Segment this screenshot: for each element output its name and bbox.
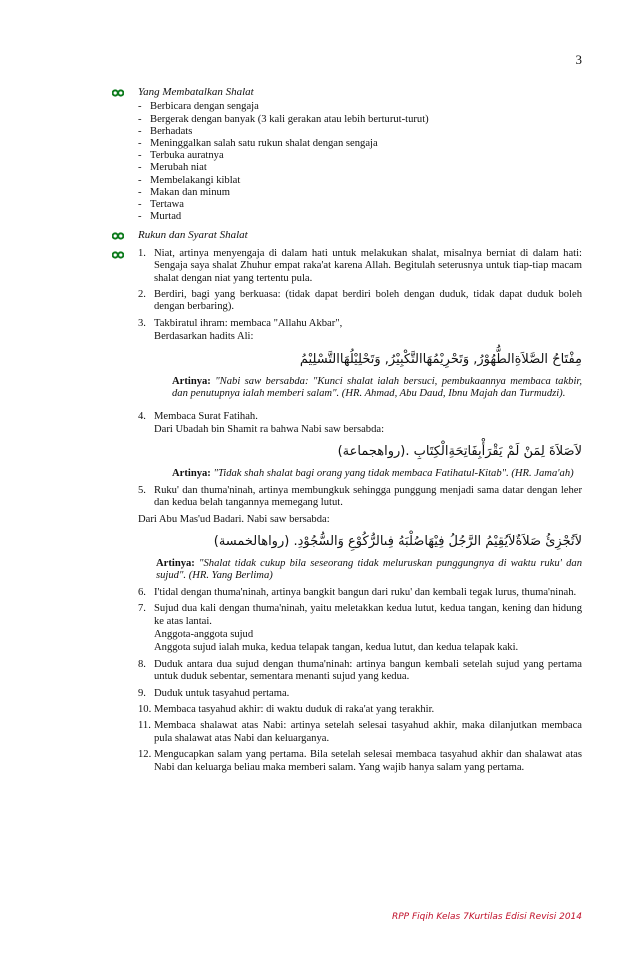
section-title-rukun: Rukun dan Syarat Shalat: [138, 229, 582, 241]
rukun-item-2: 2. Berdiri, bagi yang berkuasa: (tidak dapat berdiri boleh dengan duduk, tidak dapat duduk boleh dengan berbaring).: [138, 289, 582, 313]
rukun-item-3: 3. Takbiratul ihram: membaca "Allahu Akbar", Berdasarkan hadits Ali: مِفْتَاحُ الصَّلاَةِالطُّهُوْرُ, وَتَحْرِيْمُهَاالتَّكْبِيْرُ, وَتَحْلِيْلُهَاالتَّسْلِيْمُ Artinya: "Nabi saw bersabda: "Kunci shalat ialah bersuci, pembukaannya membaca takbir, dan penutupnya ialah memberi salam". (HR. Ahmad, Abu Daud, Ibnu Majah dan Turmudzi).: [138, 317, 582, 400]
arabic-hadith: لاَصَلاَةَ لِمَنْ لَمْ يَقْرَأْبِفَاتِحَةِالْكِتَابِ .(رواهجماعة): [337, 444, 582, 460]
sub-text: Anggota sujud ialah muka, kedua telapak tangan, kedua lutut, dan kedua telapak kaki.: [154, 642, 519, 654]
translation: Artinya: "Tidak shah shalat bagi orang yang tidak membaca Fatihatul-Kitab". (HR. Jama'ah): [172, 468, 574, 480]
rukun-item-5: 5. Ruku' dan thuma'ninah, artinya membungkuk sehingga punggung menjadi sama datar dengan leher dan kedua belah tangannya memegang lutut.: [138, 484, 582, 509]
list-item: - Murtad: [138, 211, 582, 223]
list-item: - Berbicara dengan sengaja: [138, 101, 582, 113]
list-item: - Makan dan minum: [138, 187, 582, 199]
rukun-item-12: 12. Mengucapkan salam yang pertama. Bila setelah selesai membaca tasyahud akhir dan shalawat atas Nabi dan keluarga beliau maka memberi salam. Yang wajib hanya salam yang pertama.: [138, 749, 582, 773]
list-item: - Tertawa: [138, 199, 582, 211]
list-item: - Berhadats: [138, 126, 582, 138]
translation: Artinya: "Shalat tidak cukup bila seseorang tidak meluruskan punggungnya di waktu ruku' dan sujud". (HR. Yang Berlima): [156, 557, 582, 582]
hadith-intro: Dari Ubadah bin Shamit ra bahwa Nabi saw bersabda:: [154, 423, 385, 435]
list-item: - Meninggalkan salah satu rukun shalat dengan sengaja: [138, 138, 582, 150]
hadith-intro: Dari Abu Mas'ud Badari. Nabi saw bersabda:: [138, 513, 330, 525]
hadith-intro: Berdasarkan hadits Ali:: [154, 331, 254, 343]
rukun-item-9: 9. Duduk untuk tasyahud pertama.: [138, 687, 290, 699]
rukun-item-11: 11. Membaca shalawat atas Nabi: artinya setelah selesai tasyahud akhir, maka dilanjutkan membaca pula shalawat atas Nabi dan keluarganya.: [138, 720, 582, 744]
bullet-icon: [112, 231, 124, 241]
list-item: - Merubah niat: [138, 162, 582, 174]
sub-heading: Anggota-anggota sujud: [154, 628, 254, 640]
rukun-item-6: 6. I'tidal dengan thuma'ninah, artinya bangkit bangun dari ruku' dan kembali tegak lurus, thuma'ninah.: [138, 586, 577, 598]
page-number: 3: [575, 52, 582, 67]
rukun-item-1: 1. Niat, artinya menyengaja di dalam hati untuk melakukan shalat, misalnya berniat di dalam hati: Sengaja saya shalat Zhuhur empat raka'at karena Allah. Begitulah seterusnya untuk tiap-tiap macam shalat dengan niat yang tertentu pula.: [138, 247, 582, 284]
list-item: - Bergerak dengan banyak (3 kali gerakan atau lebih berturut-turut): [138, 114, 582, 126]
translation: Artinya: "Nabi saw bersabda: "Kunci shalat ialah bersuci, pembukaannya membaca takbir, dan penutupnya ialah memberi salam". (HR. Ahmad, Abu Daud, Ibnu Majah dan Turmudzi).: [172, 375, 582, 400]
arabic-hadith: لاَتُجْزِئُ صَلاَةٌلاَيُقِيْمُ الرَّجُلُ فِيْهَاصُلْبَهُ فِىالرُّكُوْعِ وَالسُّجُوْدِ. (رواهالخمسة): [213, 533, 582, 549]
rukun-item-7: 7. Sujud dua kali dengan thuma'ninah, yaitu meletakkan kedua lutut, kedua tangan, kening dan hidung ke atas lantai. Anggota-anggota sujud Anggota sujud ialah muka, kedua telapak tangan, kedua lutut, dan kedua telapak kaki.: [138, 603, 582, 654]
page-footer: RPP Fiqih Kelas 7Kurtilas Edisi Revisi 2014: [391, 912, 582, 922]
rukun-item-4: 4. Membaca Surat Fatihah. Dari Ubadah bin Shamit ra bahwa Nabi saw bersabda: لاَصَلاَةَ لِمَنْ لَمْ يَقْرَأْبِفَاتِحَةِالْكِتَابِ .(رواهجماعة) Artinya: "Tidak shah shalat bagi orang yang tidak membaca Fatihatul-Kitab". (HR. Jama'ah): [138, 410, 582, 480]
rukun-list: [138, 248, 582, 774]
arabic-hadith: مِفْتَاحُ الصَّلاَةِالطُّهُوْرُ, وَتَحْرِيْمُهَاالتَّكْبِيْرُ, وَتَحْلِيْلُهَاالتَّسْلِيْمُ: [299, 351, 582, 367]
bullet-icon: [112, 250, 124, 260]
list-item: - Membelakangi kiblat: [138, 175, 582, 187]
rukun-item-10: 10. Membaca tasyahud akhir: di waktu duduk di raka'at yang terakhir.: [138, 704, 435, 715]
rukun-item-8: 8. Duduk antara dua sujud dengan thuma'ninah: artinya bangun kembali setelah sujud yang pertama untuk duduk sebentar, sementara menanti sujud yang kedua.: [138, 658, 582, 683]
page-content: [114, 86, 582, 778]
bullet-icon: [112, 88, 124, 98]
list-item: - Terbuka auratnya: [138, 150, 582, 162]
membatalkan-list: [138, 101, 582, 223]
section-title-membatalkan: Yang Membatalkan Shalat: [138, 86, 582, 98]
